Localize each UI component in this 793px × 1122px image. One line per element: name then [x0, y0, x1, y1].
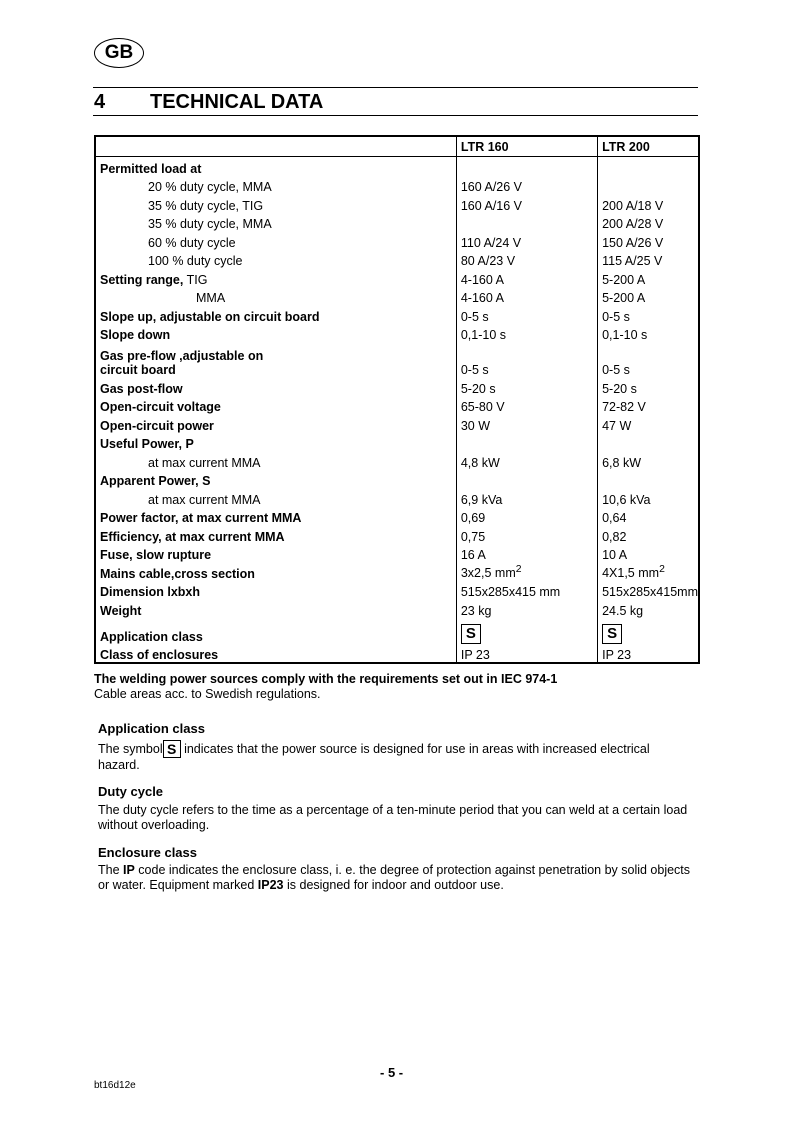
cell-ltr200: 0,82 [598, 525, 699, 544]
cell-ltr200: 0-5 s [598, 342, 699, 377]
table-row [95, 305, 699, 324]
cell-ltr160 [456, 470, 597, 489]
cell-ltr200 [598, 562, 699, 581]
table-row [95, 414, 699, 433]
section-number: 4 [94, 91, 106, 113]
table-row [95, 157, 699, 176]
row-label: Permitted load at [100, 161, 202, 176]
row-label: 60 % duty cycle [148, 235, 236, 250]
table-row [95, 507, 699, 526]
cell-ltr200 [598, 618, 699, 644]
table-row [95, 525, 699, 544]
app-text-pre: The symbol [98, 742, 163, 756]
table-row [95, 599, 699, 618]
application-class-heading: Application class [98, 721, 205, 736]
cable-note: Cable areas acc. to Swedish regulations. [94, 687, 321, 701]
cell-ltr160 [456, 618, 597, 644]
cell-ltr200 [598, 157, 699, 176]
cell-ltr160: 0-5 s [456, 305, 597, 324]
app-text-post: indicates that the power source is designed for use in areas with increased electrical hazard. [98, 742, 650, 772]
row-label: Useful Power, P [100, 437, 194, 451]
row-label: Gas post-flow [100, 381, 183, 396]
superscript: 2 [659, 564, 665, 576]
cell-ltr200 [598, 470, 699, 489]
cell-ltr200: 47 W [598, 414, 699, 433]
table-row [95, 562, 699, 581]
enc-text-1: The [98, 863, 124, 877]
row-label: 100 % duty cycle [148, 254, 243, 268]
row-label: at max current MMA [148, 455, 261, 470]
cell-ltr160 [456, 433, 597, 452]
row-label [95, 268, 456, 287]
table-row [95, 581, 699, 600]
cell-ltr160: 23 kg [456, 599, 597, 618]
cell-ltr160: 16 A [456, 544, 597, 563]
row-label: Slope up, adjustable on circuit board [100, 309, 320, 324]
cell-ltr160: 65-80 V [456, 396, 597, 415]
title-underline [93, 115, 698, 116]
row-label: at max current MMA [148, 492, 261, 507]
row-label: Mains cable,cross section [100, 566, 255, 581]
enc-bold-ip23: IP23 [257, 878, 284, 892]
cell-ltr200 [598, 433, 699, 452]
cell-ltr200: 10 A [598, 544, 699, 563]
table-row [95, 618, 699, 644]
cell-ltr160 [456, 157, 597, 176]
column-header-ltr160: LTR 160 [456, 136, 597, 157]
section-title [94, 91, 323, 114]
cell-ltr200: 5-200 A [598, 287, 699, 306]
column-header-ltr200: LTR 200 [598, 136, 699, 157]
row-label: Weight [100, 603, 142, 618]
cell-ltr160: 0,1-10 s [456, 324, 597, 343]
row-label: Dimension lxbxh [100, 585, 201, 599]
cell-ltr200: 0-5 s [598, 305, 699, 324]
cell-ltr160: 0-5 s [456, 342, 597, 377]
row-label-normal: TIG [183, 272, 208, 287]
table-row [95, 213, 699, 232]
row-label: Apparent Power, S [100, 474, 211, 488]
table-row [95, 544, 699, 563]
cell-ltr200: 200 A/28 V [598, 213, 699, 232]
table-row [95, 268, 699, 287]
row-label: Slope down [100, 328, 171, 342]
row-label-bold: Setting range, [100, 272, 184, 287]
duty-cycle-text: The duty cycle refers to the time as a percentage of a ten-minute period that you can weld at a certain load without overloading. [98, 803, 688, 832]
cell-ltr200: 10,6 kVa [598, 488, 699, 507]
page-number: - 5 - [380, 1065, 404, 1080]
cell-ltr200: 200 A/18 V [598, 194, 699, 213]
cell-ltr200: 5-20 s [598, 377, 699, 396]
cell-ltr160: 160 A/16 V [456, 194, 597, 213]
document-code: bt16d12e [94, 1080, 136, 1091]
cell-ltr160 [456, 562, 597, 581]
table-row [95, 194, 699, 213]
table-row [95, 231, 699, 250]
cell-ltr200: 150 A/26 V [598, 231, 699, 250]
table-row [95, 470, 699, 489]
top-rule [93, 87, 698, 88]
application-class-text [94, 740, 694, 773]
row-label: 35 % duty cycle, TIG [148, 198, 264, 213]
cell-value: 4X1,5 mm [602, 566, 660, 581]
cell-ltr160: 4-160 A [456, 268, 597, 287]
s-mark-icon: S [602, 624, 622, 644]
cell-ltr160: 0,75 [456, 525, 597, 544]
row-label: Fuse, slow rupture [100, 548, 212, 562]
row-label [95, 342, 456, 377]
table-row [95, 433, 699, 452]
table-header-row [95, 136, 699, 157]
cell-ltr160: 4,8 kW [456, 451, 597, 470]
duty-cycle-heading: Duty cycle [98, 784, 164, 799]
row-label: 35 % duty cycle, MMA [148, 217, 272, 231]
section-heading: TECHNICAL DATA [150, 91, 324, 113]
enc-text-3: is designed for indoor and outdoor use. [283, 878, 504, 892]
enclosure-class-text [94, 863, 694, 893]
row-label-line1: Gas pre-flow ,adjustable on [100, 349, 264, 363]
cell-ltr160: 6,9 kVa [456, 488, 597, 507]
cell-ltr200: 24.5 kg [598, 599, 699, 618]
row-label: Open-circuit voltage [100, 400, 221, 414]
row-label: MMA [196, 291, 226, 305]
table-row [95, 287, 699, 306]
notes-section [94, 672, 694, 893]
enc-text-2: code indicates the enclosure class, i. e. the degree of protection against penetration by solid objects or water. Equipment marked [98, 863, 691, 892]
table-row [95, 451, 699, 470]
row-label-line2: circuit board [100, 363, 176, 377]
row-label: Class of enclosures [100, 648, 219, 662]
table-header-blank [95, 136, 456, 157]
cell-ltr200: 0,1-10 s [598, 324, 699, 343]
table-row [95, 377, 699, 396]
table-row [95, 488, 699, 507]
cell-ltr160 [456, 213, 597, 232]
row-label: Efficiency, at max current MMA [100, 529, 285, 544]
cell-ltr160: 5-20 s [456, 377, 597, 396]
cell-ltr160: 160 A/26 V [456, 176, 597, 195]
s-mark-icon: S [163, 740, 181, 758]
cell-ltr160: 4-160 A [456, 287, 597, 306]
enclosure-class-heading: Enclosure class [98, 845, 197, 860]
cell-ltr200: 72-82 V [598, 396, 699, 415]
cell-ltr160: 515x285x415 mm [456, 581, 597, 600]
row-label: 20 % duty cycle, MMA [148, 180, 272, 194]
compliance-statement: The welding power sources comply with the requirements set out in IEC 974-1 [94, 672, 558, 686]
table-row [95, 250, 699, 269]
cell-ltr200 [598, 176, 699, 195]
language-badge: GB [94, 38, 144, 68]
table-row [95, 644, 699, 664]
cell-value: 3x2,5 mm [460, 566, 516, 581]
table-row [95, 324, 699, 343]
row-label: Application class [100, 629, 203, 644]
table-row [95, 342, 699, 377]
technical-data-table [94, 135, 700, 664]
table-row [95, 396, 699, 415]
cell-ltr160: 0,69 [456, 507, 597, 526]
cell-ltr160: 110 A/24 V [456, 231, 597, 250]
cell-ltr200: IP 23 [598, 644, 699, 664]
cell-ltr200: 5-200 A [598, 268, 699, 287]
cell-ltr200: 515x285x415mm [598, 581, 699, 600]
cell-ltr200: 6,8 kW [598, 451, 699, 470]
cell-ltr200: 0,64 [598, 507, 699, 526]
enc-bold-ip: IP [123, 863, 135, 877]
cell-ltr200: 115 A/25 V [598, 250, 699, 269]
superscript: 2 [515, 564, 522, 576]
row-label: Power factor, at max current MMA [100, 511, 302, 525]
s-mark-icon: S [461, 624, 481, 644]
cell-ltr160: 80 A/23 V [456, 250, 597, 269]
cell-ltr160: IP 23 [456, 644, 597, 664]
cell-ltr160: 30 W [456, 414, 597, 433]
table-row [95, 176, 699, 195]
row-label: Open-circuit power [100, 418, 214, 433]
